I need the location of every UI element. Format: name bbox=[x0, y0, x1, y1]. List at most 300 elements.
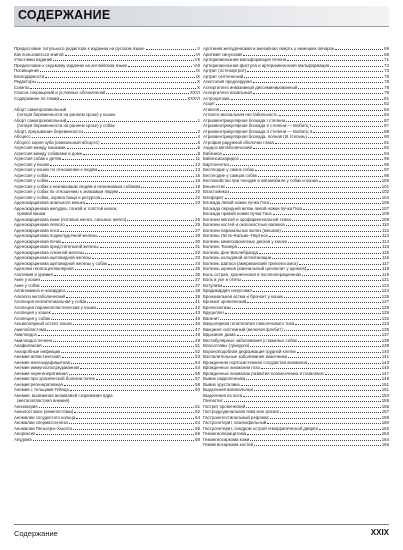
toc-entry-page: IX bbox=[195, 68, 200, 73]
toc-dot-leader bbox=[273, 214, 381, 215]
toc-dot-leader bbox=[41, 286, 195, 287]
toc-entry-title: Абсцесс bbox=[14, 134, 31, 139]
toc-dot-leader bbox=[101, 198, 194, 199]
toc-dot-leader bbox=[255, 170, 383, 171]
toc-entry-title: Артрит (остеоартрит) bbox=[203, 68, 247, 73]
toc-dot-leader bbox=[288, 242, 381, 243]
toc-entry-title: Бартонеллез bbox=[203, 161, 229, 167]
toc-dot-leader bbox=[71, 363, 194, 364]
toc-entry-page: 156 bbox=[381, 403, 389, 409]
toc-dot-leader bbox=[37, 82, 196, 83]
toc-entry-title: Анорексия bbox=[14, 431, 36, 436]
toc-dot-leader bbox=[83, 154, 196, 155]
toc-entry-page: 123 bbox=[381, 282, 389, 288]
toc-entry-title: Болезнь холодовой агглютинации bbox=[203, 255, 272, 260]
toc-entry-title: Гастроинтестинальный рефлюкс bbox=[203, 414, 270, 420]
toc-entry-page: X bbox=[197, 84, 200, 90]
toc-entry-title: Редакторы bbox=[14, 79, 36, 84]
toc-dot-leader bbox=[244, 77, 383, 78]
toc-entry-page: 71 bbox=[384, 57, 389, 62]
toc-entry-title: Выделения вагинальные bbox=[203, 387, 254, 392]
toc-entry-page: 41 bbox=[195, 299, 200, 304]
toc-entry-page: IX bbox=[195, 73, 200, 79]
toc-dot-leader bbox=[66, 297, 194, 298]
toc-dot-leader bbox=[267, 423, 381, 424]
toc-dot-leader bbox=[270, 418, 380, 419]
toc-entry-title: Бешенство bbox=[203, 183, 226, 189]
toc-entry-page: 127 bbox=[381, 299, 389, 304]
toc-entry-page: 12 bbox=[195, 161, 200, 167]
toc-entry-continuation: прямой кишки bbox=[17, 211, 46, 216]
toc-dot-leader bbox=[288, 357, 381, 358]
toc-entry-page: 69 bbox=[384, 46, 389, 51]
toc-entry-page: 118 bbox=[382, 266, 389, 271]
toc-dot-leader bbox=[36, 434, 194, 435]
toc-entry-page: 102 bbox=[381, 189, 389, 194]
toc-entry-title: Алопеция паранеопластическая у кошек bbox=[14, 304, 97, 310]
toc-entry-page: 145 bbox=[381, 365, 389, 370]
toc-dot-leader bbox=[302, 275, 381, 276]
toc-dot-leader bbox=[243, 55, 383, 56]
toc-entry-title: Аномалии сосудистого кольца bbox=[14, 414, 76, 420]
toc-dot-leader bbox=[254, 390, 380, 391]
toc-entry-title: Болезнь Тиззера bbox=[203, 244, 237, 249]
toc-entry-title: Анаэробные инфекции bbox=[14, 348, 61, 354]
toc-entry-page: 42 bbox=[195, 304, 200, 310]
toc-entry-title: Гастродуоденальная язва или эрозия bbox=[203, 409, 279, 414]
toc-dot-leader bbox=[62, 159, 194, 160]
toc-entry-title: Предисловие к седьмому изданию на английском языке bbox=[14, 62, 128, 68]
toc-dot-leader bbox=[272, 258, 381, 259]
toc-dot-leader bbox=[225, 198, 381, 199]
toc-entry-page: VIII bbox=[193, 62, 200, 68]
toc-entry[interactable] bbox=[14, 437, 200, 443]
toc-dot-leader bbox=[216, 104, 383, 105]
toc-dot-leader bbox=[243, 396, 381, 397]
toc-entry-page: 45 bbox=[195, 315, 200, 321]
toc-dot-leader bbox=[259, 253, 381, 254]
toc-entry-page: 117 bbox=[382, 260, 389, 266]
toc-dot-leader bbox=[303, 209, 380, 210]
toc-dot-leader bbox=[69, 374, 194, 375]
toc-dot-leader bbox=[292, 220, 381, 221]
toc-dot-leader bbox=[280, 412, 381, 413]
toc-entry-page: 64 bbox=[195, 420, 200, 425]
toc-entry-page: 107 bbox=[381, 205, 389, 211]
toc-entry-page: XXVI bbox=[190, 90, 200, 95]
toc-entry-title: Арлтиния желудочковая и внезапная смерть у немецких овчарок bbox=[203, 46, 334, 51]
toc-dot-leader bbox=[75, 269, 195, 270]
toc-dot-leader bbox=[33, 440, 195, 441]
toc-entry-page: 29 bbox=[195, 233, 200, 238]
toc-entry-page: 87 bbox=[384, 123, 389, 128]
toc-dot-leader bbox=[61, 352, 194, 353]
toc-dot-leader bbox=[286, 225, 381, 226]
toc-dot-leader bbox=[258, 176, 383, 177]
toc-entry-title: Список сокращений и условных обозначений bbox=[14, 90, 106, 95]
toc-entry-title: Бронхиальная астма и бронхит у кошек bbox=[203, 293, 284, 299]
toc-dot-leader bbox=[128, 66, 192, 67]
toc-entry-page: 78 bbox=[384, 84, 389, 90]
toc-dot-leader bbox=[253, 148, 383, 149]
toc-column-left bbox=[14, 46, 200, 516]
toc-dot-leader bbox=[270, 203, 380, 204]
toc-entry[interactable] bbox=[203, 442, 389, 448]
toc-dot-leader bbox=[38, 335, 195, 336]
toc-entry-title: Алопеция неэпителиальная у собак bbox=[14, 299, 87, 304]
toc-entry-title: Асцит bbox=[203, 101, 215, 106]
toc-entry-page: 115 bbox=[382, 244, 389, 249]
toc-entry-title: Агрессия у собак bbox=[14, 178, 49, 183]
toc-entry-title: Анафилаксия bbox=[14, 343, 42, 348]
toc-entry-title: Блокада правой ножки пучка Гиса bbox=[203, 211, 272, 216]
toc-dot-leader bbox=[230, 192, 381, 193]
toc-entry-page: 6 bbox=[197, 145, 200, 150]
toc-entry-title: Болезнь Шагаса (американский трипаносомоз) bbox=[203, 260, 298, 266]
toc-entry-title: Акне у кошек bbox=[14, 277, 41, 282]
toc-entry-title: Атриовентрикулярная блокада I степени bbox=[203, 117, 286, 123]
toc-dot-leader bbox=[127, 220, 194, 221]
toc-entry-continuation: (металопластная анемия) bbox=[17, 398, 70, 403]
toc-dot-leader bbox=[250, 440, 380, 441]
toc-entry-page: 129 bbox=[381, 304, 389, 310]
toc-dot-leader bbox=[279, 115, 383, 116]
toc-dot-leader bbox=[43, 346, 195, 347]
toc-entry-page: 121 bbox=[381, 277, 389, 282]
toc-entry-title: Ацидоз метаболический bbox=[203, 145, 252, 150]
toc-entry-title: Аденокарцинома кожи (потовых желез, сальных желез) bbox=[14, 216, 127, 222]
toc-entry-title: Предисловие титульного редактора к изданию на русском языке bbox=[14, 46, 145, 51]
toc-entry-title: Аборт самопроизвольный bbox=[14, 117, 67, 123]
toc-dot-leader bbox=[287, 60, 383, 61]
toc-entry-title: Аденокарцинома анального мешка bbox=[14, 200, 86, 205]
toc-dot-leader bbox=[67, 148, 197, 149]
toc-dot-leader bbox=[284, 330, 381, 331]
toc-dot-leader bbox=[299, 264, 381, 265]
toc-entry-page: 101 bbox=[381, 183, 389, 189]
toc-entry-continuation: (потеря беременности на раннем сроке) у собак bbox=[17, 123, 115, 128]
toc-dot-leader bbox=[146, 49, 197, 50]
toc-entry-title: Амилоидоз bbox=[14, 332, 37, 337]
toc-entry-title: Алопеция у кошек bbox=[14, 310, 51, 315]
toc-dot-leader bbox=[87, 302, 194, 303]
toc-entry-title: Анизокория bbox=[14, 403, 38, 409]
toc-entry-page: 61 bbox=[195, 403, 200, 409]
toc-entry-page: 97 bbox=[384, 167, 389, 172]
toc-dot-leader bbox=[246, 407, 381, 408]
toc-entry-page: 39 bbox=[195, 293, 200, 299]
toc-entry-page: 92 bbox=[384, 145, 389, 150]
toc-column-right bbox=[203, 46, 389, 516]
toc-entry-page: 22 bbox=[195, 194, 200, 200]
toc-entry-title: Ботулизм bbox=[203, 282, 223, 288]
toc-entry-title: Болезнь межпозвоночных дисков у кошек bbox=[203, 238, 287, 244]
toc-entry-page: 46 bbox=[195, 321, 200, 326]
toc-dot-leader bbox=[247, 302, 380, 303]
toc-entry-page: 33 bbox=[195, 255, 200, 260]
toc-entry-title: Амилоидоз печени bbox=[14, 337, 52, 343]
toc-dot-leader bbox=[295, 324, 380, 325]
toc-dot-leader bbox=[86, 203, 194, 204]
toc-dot-leader bbox=[50, 165, 194, 166]
toc-entry-title: Гастроэнтерит эозинофильный bbox=[203, 420, 267, 425]
toc-dot-leader bbox=[246, 379, 380, 380]
toc-entry-title: Болезнь щенков (ювенильный целлюлит у щенков) bbox=[203, 266, 307, 271]
toc-entry-title: Альвеолярный остеит кошек bbox=[14, 321, 72, 326]
toc-entry-page: 54 bbox=[195, 359, 200, 365]
toc-entry-page: X bbox=[197, 79, 200, 84]
toc-entry-title: Абсцесс корня зуба (апикальный абсцесс) bbox=[14, 139, 100, 145]
toc-dot-leader bbox=[242, 280, 381, 281]
toc-dot-leader bbox=[73, 324, 194, 325]
toc-entry-page: VI bbox=[195, 51, 200, 57]
toc-entry-title: Акне у собак bbox=[14, 282, 40, 288]
toc-entry-title: Асистолия предсердная bbox=[203, 79, 252, 84]
toc-dot-leader bbox=[224, 401, 381, 402]
toc-entry-page: 62 bbox=[195, 409, 200, 414]
toc-dot-leader bbox=[237, 335, 381, 336]
toc-dot-leader bbox=[53, 60, 193, 61]
toc-entry-title: Атриовентрикулярная блокада II степени — Мобитц I bbox=[203, 123, 311, 128]
toc-dot-leader bbox=[96, 379, 194, 380]
toc-entry-page: 36 bbox=[195, 271, 200, 277]
toc-entry-page: V bbox=[197, 46, 200, 51]
toc-entry-page: 163 bbox=[381, 431, 389, 436]
toc-entry-title: Бесплодие у самок собак bbox=[203, 167, 255, 172]
toc-dot-leader bbox=[108, 264, 194, 265]
page-header bbox=[14, 6, 389, 27]
toc-dot-leader bbox=[76, 418, 194, 419]
toc-entry-page: 16 bbox=[195, 178, 200, 183]
toc-entry-page: 100 bbox=[381, 178, 389, 183]
toc-entry-page: 34 bbox=[195, 260, 200, 266]
toc-entry-title: Вороноподобная деформация грудной клетки bbox=[203, 348, 296, 354]
toc-entry-page: 166 bbox=[381, 442, 389, 447]
toc-entry-title: Вагинит bbox=[203, 315, 220, 321]
toc-entry-title: Вдыхание дыма bbox=[203, 332, 236, 337]
toc-entry-title: Бабезиоз bbox=[203, 150, 222, 156]
toc-dot-leader bbox=[223, 286, 381, 287]
toc-dot-leader bbox=[284, 297, 381, 298]
toc-entry-title: Азотемия и уремия bbox=[14, 271, 53, 277]
toc-dot-leader bbox=[92, 258, 194, 259]
toc-entry-title: Как пользоваться книгой bbox=[14, 51, 64, 57]
toc-dot-leader bbox=[220, 110, 383, 111]
toc-entry-page: 37 bbox=[195, 282, 200, 288]
toc-entry-page: 79 bbox=[384, 90, 389, 95]
toc-dot-leader bbox=[41, 280, 194, 281]
toc-dot-leader bbox=[330, 66, 383, 67]
toc-dot-leader bbox=[97, 308, 194, 309]
toc-entry-title: Апудома bbox=[14, 436, 32, 442]
toc-dot-leader bbox=[238, 247, 381, 248]
toc-entry-title: Агрессия собак к детям bbox=[14, 156, 62, 161]
toc-entry-title: Амелобластома bbox=[14, 326, 47, 332]
toc-entry-title: Атрофия радужной оболочки глаза bbox=[203, 139, 274, 145]
toc-entry-title: Вывих надколенника bbox=[203, 376, 246, 381]
toc-entry-page: 43 bbox=[195, 310, 200, 315]
toc-entry-title: Аденома гепатоцеллюлярная bbox=[14, 266, 74, 271]
toc-entry-title: Бронхоэктазы bbox=[203, 304, 232, 310]
toc-entry-page: 109 bbox=[381, 211, 389, 216]
toc-dot-leader bbox=[100, 247, 195, 248]
toc-entry-page: 8 bbox=[197, 150, 200, 156]
toc-entry-title: Содержание по темам bbox=[14, 95, 60, 101]
toc-entry-title: Гемангиосаркома кожи bbox=[203, 436, 250, 442]
toc-entry-title: Аденокарцинома поджелудочной железы bbox=[14, 233, 98, 238]
toc-dot-leader bbox=[225, 313, 380, 314]
toc-entry-page: 35 bbox=[195, 266, 200, 271]
toc-entry-title: Бронхит хронический bbox=[203, 299, 247, 304]
toc-entry-page: 27 bbox=[195, 227, 200, 233]
toc-dot-leader bbox=[39, 407, 195, 408]
toc-dot-leader bbox=[261, 368, 381, 369]
toc-entry-page: 37 bbox=[195, 277, 200, 282]
toc-entry-title: Гангиотис bbox=[203, 398, 223, 403]
toc-dot-leader bbox=[49, 181, 194, 182]
toc-entry-page: 31 bbox=[195, 244, 200, 249]
toc-dot-leader bbox=[101, 143, 197, 144]
toc-entry-page: 104 bbox=[381, 194, 389, 200]
toc-entry-title: Аборт, прерывание беременности bbox=[14, 128, 83, 134]
toc-dot-leader bbox=[64, 385, 194, 386]
toc-dot-leader bbox=[60, 99, 186, 100]
toc-dot-leader bbox=[226, 187, 380, 188]
toc-entry-title: Аденокарцинома слюнной железы bbox=[14, 249, 84, 255]
toc-entry-title: Байлисаскаридоз bbox=[203, 156, 239, 161]
toc-entry-page: 143 bbox=[381, 359, 389, 365]
toc-dot-leader bbox=[319, 181, 381, 182]
toc-entry-page: 98 bbox=[384, 172, 389, 178]
toc-entry-page: 19 bbox=[195, 183, 200, 189]
toc-entry-title: Брадикардия синусовая bbox=[203, 288, 252, 293]
toc-dot-leader bbox=[73, 429, 194, 430]
toc-entry-title: Вывих хрусталика bbox=[203, 381, 240, 387]
toc-entry-page: 125 bbox=[381, 293, 389, 299]
toc-dot-leader bbox=[54, 275, 194, 276]
toc-entry-title: Агрессия между собаками в доме bbox=[14, 150, 83, 156]
toc-entry-page: 54 bbox=[195, 365, 200, 370]
toc-dot-leader bbox=[52, 313, 194, 314]
toc-entry-title: Болезнь Легга–Кальве–Пертеса bbox=[203, 233, 268, 238]
toc-dot-leader bbox=[62, 242, 194, 243]
toc-entry-page: 112 bbox=[382, 227, 389, 233]
toc-dot-leader bbox=[74, 412, 194, 413]
toc-entry-page: 155 bbox=[381, 398, 389, 403]
toc-entry-title: Болезни паранальных желез (мешков) bbox=[203, 227, 281, 233]
toc-entry-title: Аритмия синусовая bbox=[203, 51, 243, 57]
toc-entry-page: 138 bbox=[381, 337, 389, 343]
toc-dot-leader bbox=[65, 55, 195, 56]
toc-entry-page: 65 bbox=[195, 425, 200, 431]
page-title: СОДЕРЖАНИЕ bbox=[18, 8, 111, 22]
toc-entry-title: Бесплодие у самцов собак bbox=[203, 172, 257, 178]
toc-entry-page: 11 bbox=[195, 156, 200, 161]
toc-entry-title: Блокада левой ножки пучка Гиса bbox=[203, 200, 270, 205]
toc-dot-leader bbox=[98, 170, 194, 171]
toc-dot-leader bbox=[282, 231, 381, 232]
toc-entry-title: Аденокарцинома щитовидной железы у собак bbox=[14, 260, 107, 266]
toc-entry-title: Беспокойство при поездке в автомобиле у собак и кошек bbox=[203, 178, 319, 183]
toc-entry-title: Воспалительные заболевания кишечника bbox=[203, 354, 288, 359]
toc-entry-title: Анемия с тельцами Гейнца bbox=[14, 387, 69, 392]
toc-entry-page: 160 bbox=[381, 420, 389, 425]
toc-entry-page: 76 bbox=[384, 79, 389, 84]
toc-entry-title: Агрессия у кошек по отношению к людям bbox=[14, 167, 98, 172]
toc-dot-leader bbox=[298, 88, 383, 89]
toc-entry-page: 114 bbox=[382, 238, 389, 244]
toc-entry-page: 119 bbox=[382, 271, 389, 277]
toc-entry-title: Аденокарцинома предстательной железы bbox=[14, 244, 99, 249]
toc-entry-title: Артрит септический bbox=[203, 73, 244, 79]
toc-entry-title: Аденокарцинома щитовидной железы bbox=[14, 255, 92, 260]
toc-entry-page: 95 bbox=[384, 156, 389, 161]
toc-entry-page: 57 bbox=[195, 376, 200, 381]
toc-entry-title: Гастроэнтерит, синдром острой геморрагической диареи bbox=[203, 425, 318, 431]
toc-entry-page: 20 bbox=[195, 189, 200, 194]
toc-entry-page: 153 bbox=[381, 392, 389, 398]
toc-entry-title: Артериовенозная фистула и артериовенозная мальформация bbox=[203, 62, 330, 68]
toc-entry-page: 52 bbox=[195, 348, 200, 354]
toc-entry-title: Аденокарцинома носа bbox=[14, 227, 60, 233]
toc-entry-title: Болезни мягкой и орофарингеальной ткани bbox=[203, 216, 291, 222]
toc-dot-leader bbox=[253, 82, 383, 83]
toc-entry-page: 159 bbox=[381, 414, 389, 420]
toc-entry-title: Аномалии Пельгера–Хьюэта bbox=[14, 425, 72, 431]
toc-entry-page: 133 bbox=[381, 321, 389, 326]
toc-dot-leader bbox=[275, 143, 383, 144]
toc-entry-page: 151 bbox=[381, 381, 389, 387]
toc-entry-title: Агрессия у собак bbox=[14, 172, 49, 178]
toc-entry-title: Анемия железодефицитная bbox=[14, 359, 70, 365]
toc-dot-leader bbox=[231, 99, 384, 100]
toc-dot-leader bbox=[99, 236, 195, 237]
toc-dot-leader bbox=[230, 165, 383, 166]
toc-entry-page: 141 bbox=[381, 354, 389, 359]
toc-entry-page: 112 bbox=[382, 233, 389, 238]
toc-dot-leader bbox=[286, 121, 383, 122]
toc-entry-title: Блефарит bbox=[203, 194, 224, 200]
toc-dot-leader bbox=[220, 319, 381, 320]
toc-entry-page: 48 bbox=[195, 332, 200, 337]
toc-dot-leader bbox=[40, 71, 194, 72]
toc-entry-page: 96 bbox=[384, 161, 389, 167]
toc-entry-title: Гемангиоперицитома bbox=[203, 431, 246, 436]
toc-entry-page: 53 bbox=[195, 354, 200, 359]
toc-dot-leader bbox=[312, 126, 383, 127]
toc-dot-leader bbox=[70, 390, 194, 391]
toc-entry-title: Власоглавы (трихуроз) bbox=[203, 343, 250, 348]
toc-entry-page: 72 bbox=[384, 62, 389, 68]
toc-dot-leader bbox=[47, 330, 194, 331]
toc-entry-page: 162 bbox=[381, 425, 389, 431]
toc-entry-title: Болезнь фон Виллебранда bbox=[203, 249, 258, 255]
toc-entry-title: Участники издания bbox=[14, 57, 53, 62]
toc-entry-page: VII bbox=[194, 57, 200, 62]
toc-entry-page: 124 bbox=[381, 288, 389, 293]
toc-dot-leader bbox=[106, 93, 189, 94]
toc-entry-page: 68 bbox=[195, 436, 200, 442]
toc-dot-leader bbox=[307, 269, 381, 270]
toc-entry-title: Врожденная портосистемная сосудистая аномалия bbox=[203, 359, 308, 365]
toc-entry-page: 140 bbox=[381, 348, 389, 354]
toc-dot-leader bbox=[85, 253, 194, 254]
toc-dot-leader bbox=[80, 368, 194, 369]
toc-entry-page: 56 bbox=[195, 370, 200, 376]
toc-entry-title: Агрессия у собак по отношению к знакомым людям bbox=[14, 189, 119, 194]
toc-entry-page: 94 bbox=[384, 150, 389, 156]
toc-entry-page: 106 bbox=[381, 200, 389, 205]
